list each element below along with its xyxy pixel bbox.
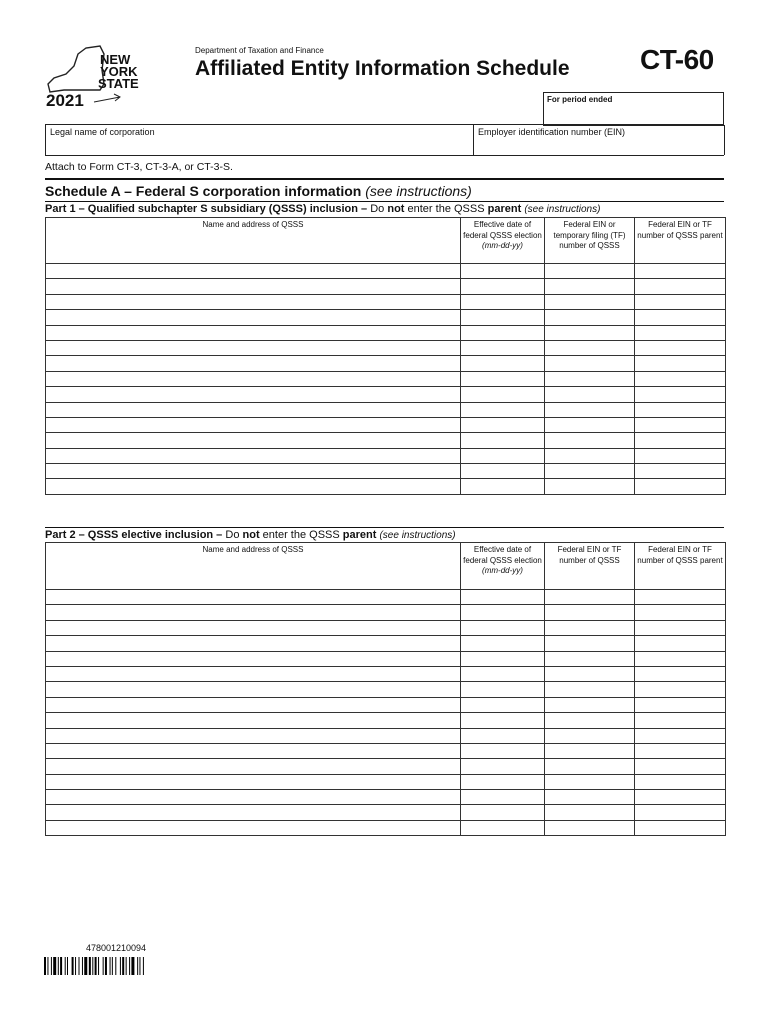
parent-cell[interactable] xyxy=(635,620,726,635)
barcode xyxy=(44,957,194,975)
table-row xyxy=(46,590,726,605)
ein-cell[interactable] xyxy=(545,325,635,340)
date-cell[interactable] xyxy=(461,790,545,805)
name-cell[interactable] xyxy=(46,371,461,386)
name-cell[interactable] xyxy=(46,279,461,294)
ein-cell[interactable] xyxy=(545,387,635,402)
name-cell[interactable] xyxy=(46,605,461,620)
table-row xyxy=(46,448,726,463)
table-row xyxy=(46,605,726,620)
table-row xyxy=(46,402,726,417)
table-row xyxy=(46,759,726,774)
name-cell[interactable] xyxy=(46,759,461,774)
name-cell[interactable] xyxy=(46,774,461,789)
name-cell[interactable] xyxy=(46,713,461,728)
table-row xyxy=(46,279,726,294)
table-row xyxy=(46,728,726,743)
table-row xyxy=(46,464,726,479)
date-cell[interactable] xyxy=(461,774,545,789)
date-cell[interactable] xyxy=(461,371,545,386)
date-cell[interactable] xyxy=(461,805,545,820)
parent-cell[interactable] xyxy=(635,666,726,681)
logo-line-1: NEW xyxy=(100,52,131,67)
part1-divider xyxy=(45,201,724,202)
date-cell[interactable] xyxy=(461,697,545,712)
name-cell[interactable] xyxy=(46,697,461,712)
table-row xyxy=(46,310,726,325)
col-parent-header: Federal EIN or TF number of QSSS parent xyxy=(635,218,726,264)
date-cell[interactable] xyxy=(461,620,545,635)
col-parent-header: Federal EIN or TF number of QSSS parent xyxy=(635,543,726,590)
date-cell[interactable] xyxy=(461,713,545,728)
ein-cell[interactable] xyxy=(545,433,635,448)
col-ein-header: Federal EIN or TF number of QSSS xyxy=(545,543,635,590)
date-cell[interactable] xyxy=(461,743,545,758)
date-cell[interactable] xyxy=(461,356,545,371)
ein-cell[interactable] xyxy=(545,620,635,635)
name-cell[interactable] xyxy=(46,590,461,605)
parent-cell[interactable] xyxy=(635,310,726,325)
table-row xyxy=(46,325,726,340)
date-cell[interactable] xyxy=(461,387,545,402)
identity-row xyxy=(45,124,724,156)
table-row xyxy=(46,743,726,758)
period-ended-label: For period ended xyxy=(547,95,613,104)
legal-name-field[interactable] xyxy=(46,125,474,155)
table-row xyxy=(46,620,726,635)
ein-cell[interactable] xyxy=(545,590,635,605)
name-cell[interactable] xyxy=(46,433,461,448)
name-cell[interactable] xyxy=(46,325,461,340)
name-cell[interactable] xyxy=(46,448,461,463)
date-cell[interactable] xyxy=(461,651,545,666)
date-cell[interactable] xyxy=(461,590,545,605)
date-cell[interactable] xyxy=(461,264,545,279)
name-cell[interactable] xyxy=(46,479,461,494)
name-cell[interactable] xyxy=(46,340,461,355)
part2-title: Part 2 – QSSS elective inclusion – Do not enter the QSSS parent (see instructions) xyxy=(45,529,456,541)
period-ended-field[interactable] xyxy=(543,92,724,126)
parent-cell[interactable] xyxy=(635,713,726,728)
date-cell[interactable] xyxy=(461,759,545,774)
ein-cell[interactable] xyxy=(545,264,635,279)
ein-cell[interactable] xyxy=(545,759,635,774)
parent-cell[interactable] xyxy=(635,402,726,417)
table-row xyxy=(46,417,726,432)
parent-cell[interactable] xyxy=(635,371,726,386)
logo-line-3: STATE xyxy=(98,76,139,91)
part2-divider xyxy=(45,527,724,528)
name-cell[interactable] xyxy=(46,666,461,681)
form-year: 2021 xyxy=(46,91,84,110)
parent-cell[interactable] xyxy=(635,651,726,666)
date-cell[interactable] xyxy=(461,682,545,697)
parent-cell[interactable] xyxy=(635,820,726,835)
name-cell[interactable] xyxy=(46,264,461,279)
table-row xyxy=(46,790,726,805)
date-cell[interactable] xyxy=(461,433,545,448)
date-cell[interactable] xyxy=(461,448,545,463)
ein-cell[interactable] xyxy=(545,651,635,666)
schedule-a-title: Schedule A – Federal S corporation information (see instructions) xyxy=(45,183,472,199)
part1-title: Part 1 – Qualified subchapter S subsidiary (QSSS) inclusion – Do not enter the QSSS parent (see instructions) xyxy=(45,203,601,215)
department-name: Department of Taxation and Finance xyxy=(195,46,324,55)
parent-cell[interactable] xyxy=(635,417,726,432)
ein-cell[interactable] xyxy=(545,479,635,494)
parent-cell[interactable] xyxy=(635,325,726,340)
ein-cell[interactable] xyxy=(545,713,635,728)
name-cell[interactable] xyxy=(46,402,461,417)
table-row xyxy=(46,713,726,728)
parent-cell[interactable] xyxy=(635,728,726,743)
date-cell[interactable] xyxy=(461,636,545,651)
parent-cell[interactable] xyxy=(635,790,726,805)
date-cell[interactable] xyxy=(461,728,545,743)
parent-cell[interactable] xyxy=(635,294,726,309)
name-cell[interactable] xyxy=(46,356,461,371)
date-cell[interactable] xyxy=(461,402,545,417)
table-row xyxy=(46,697,726,712)
table-row xyxy=(46,387,726,402)
table-row xyxy=(46,820,726,835)
ein-field[interactable] xyxy=(474,125,725,155)
ein-cell[interactable] xyxy=(545,310,635,325)
date-cell[interactable] xyxy=(461,605,545,620)
parent-cell[interactable] xyxy=(635,697,726,712)
name-cell[interactable] xyxy=(46,728,461,743)
part2-table xyxy=(45,542,726,836)
date-cell[interactable] xyxy=(461,464,545,479)
ein-cell[interactable] xyxy=(545,636,635,651)
table-row xyxy=(46,479,726,494)
table-row xyxy=(46,774,726,789)
parent-cell[interactable] xyxy=(635,590,726,605)
date-cell[interactable] xyxy=(461,294,545,309)
name-cell[interactable] xyxy=(46,620,461,635)
parent-cell[interactable] xyxy=(635,340,726,355)
table-row xyxy=(46,666,726,681)
parent-cell[interactable] xyxy=(635,743,726,758)
table-row xyxy=(46,636,726,651)
table-row xyxy=(46,805,726,820)
col-ein-header: Federal EIN or temporary filing (TF) number of QSSS xyxy=(545,218,635,264)
state-outline-icon xyxy=(48,46,104,92)
date-cell[interactable] xyxy=(461,310,545,325)
ein-cell[interactable] xyxy=(545,790,635,805)
date-cell[interactable] xyxy=(461,820,545,835)
parent-cell[interactable] xyxy=(635,682,726,697)
table-row xyxy=(46,651,726,666)
parent-cell[interactable] xyxy=(635,279,726,294)
parent-cell[interactable] xyxy=(635,433,726,448)
table-row xyxy=(46,294,726,309)
ein-cell[interactable] xyxy=(545,340,635,355)
ein-cell[interactable] xyxy=(545,743,635,758)
ein-cell[interactable] xyxy=(545,774,635,789)
ein-cell[interactable] xyxy=(545,356,635,371)
name-cell[interactable] xyxy=(46,417,461,432)
ein-cell[interactable] xyxy=(545,417,635,432)
ein-cell[interactable] xyxy=(545,666,635,681)
name-cell[interactable] xyxy=(46,651,461,666)
logo-line-2: YORK xyxy=(100,64,138,79)
ein-label: Employer identification number (EIN) xyxy=(478,127,626,137)
name-cell[interactable] xyxy=(46,387,461,402)
ein-cell[interactable] xyxy=(545,464,635,479)
name-cell[interactable] xyxy=(46,682,461,697)
ein-cell[interactable] xyxy=(545,402,635,417)
parent-cell[interactable] xyxy=(635,759,726,774)
part1-table xyxy=(45,217,726,495)
legal-name-label: Legal name of corporation xyxy=(50,127,155,137)
parent-cell[interactable] xyxy=(635,464,726,479)
ein-cell[interactable] xyxy=(545,605,635,620)
ein-cell[interactable] xyxy=(545,371,635,386)
ein-cell[interactable] xyxy=(545,448,635,463)
date-cell[interactable] xyxy=(461,325,545,340)
parent-cell[interactable] xyxy=(635,605,726,620)
parent-cell[interactable] xyxy=(635,387,726,402)
name-cell[interactable] xyxy=(46,790,461,805)
ein-cell[interactable] xyxy=(545,820,635,835)
ein-cell[interactable] xyxy=(545,279,635,294)
ein-cell[interactable] xyxy=(545,682,635,697)
table-row xyxy=(46,264,726,279)
table-row xyxy=(46,433,726,448)
parent-cell[interactable] xyxy=(635,356,726,371)
date-cell[interactable] xyxy=(461,666,545,681)
nys-logo xyxy=(44,40,154,110)
form-title: Affiliated Entity Information Schedule xyxy=(195,57,570,80)
table-row xyxy=(46,682,726,697)
name-cell[interactable] xyxy=(46,294,461,309)
parent-cell[interactable] xyxy=(635,448,726,463)
col-name-header: Name and address of QSSS xyxy=(46,218,461,264)
date-cell[interactable] xyxy=(461,279,545,294)
name-cell[interactable] xyxy=(46,310,461,325)
col-date-header: Effective date of federal QSSS election (mm-dd-yy) xyxy=(461,218,545,264)
ein-cell[interactable] xyxy=(545,805,635,820)
table-row xyxy=(46,340,726,355)
ein-cell[interactable] xyxy=(545,697,635,712)
date-cell[interactable] xyxy=(461,417,545,432)
form-number: CT-60 xyxy=(640,44,714,75)
col-name-header: Name and address of QSSS xyxy=(46,543,461,590)
schedule-divider xyxy=(45,178,724,180)
date-cell[interactable] xyxy=(461,340,545,355)
name-cell[interactable] xyxy=(46,805,461,820)
col-date-header: Effective date of federal QSSS election (mm-dd-yy) xyxy=(461,543,545,590)
name-cell[interactable] xyxy=(46,636,461,651)
parent-cell[interactable] xyxy=(635,774,726,789)
ein-cell[interactable] xyxy=(545,728,635,743)
name-cell[interactable] xyxy=(46,464,461,479)
name-cell[interactable] xyxy=(46,743,461,758)
table-row xyxy=(46,356,726,371)
table-row xyxy=(46,371,726,386)
parent-cell[interactable] xyxy=(635,479,726,494)
parent-cell[interactable] xyxy=(635,636,726,651)
parent-cell[interactable] xyxy=(635,264,726,279)
date-cell[interactable] xyxy=(461,479,545,494)
attach-instruction: Attach to Form CT-3, CT-3-A, or CT-3-S. xyxy=(45,161,233,173)
name-cell[interactable] xyxy=(46,820,461,835)
parent-cell[interactable] xyxy=(635,805,726,820)
ein-cell[interactable] xyxy=(545,294,635,309)
barcode-number: 478001210094 xyxy=(86,943,147,953)
